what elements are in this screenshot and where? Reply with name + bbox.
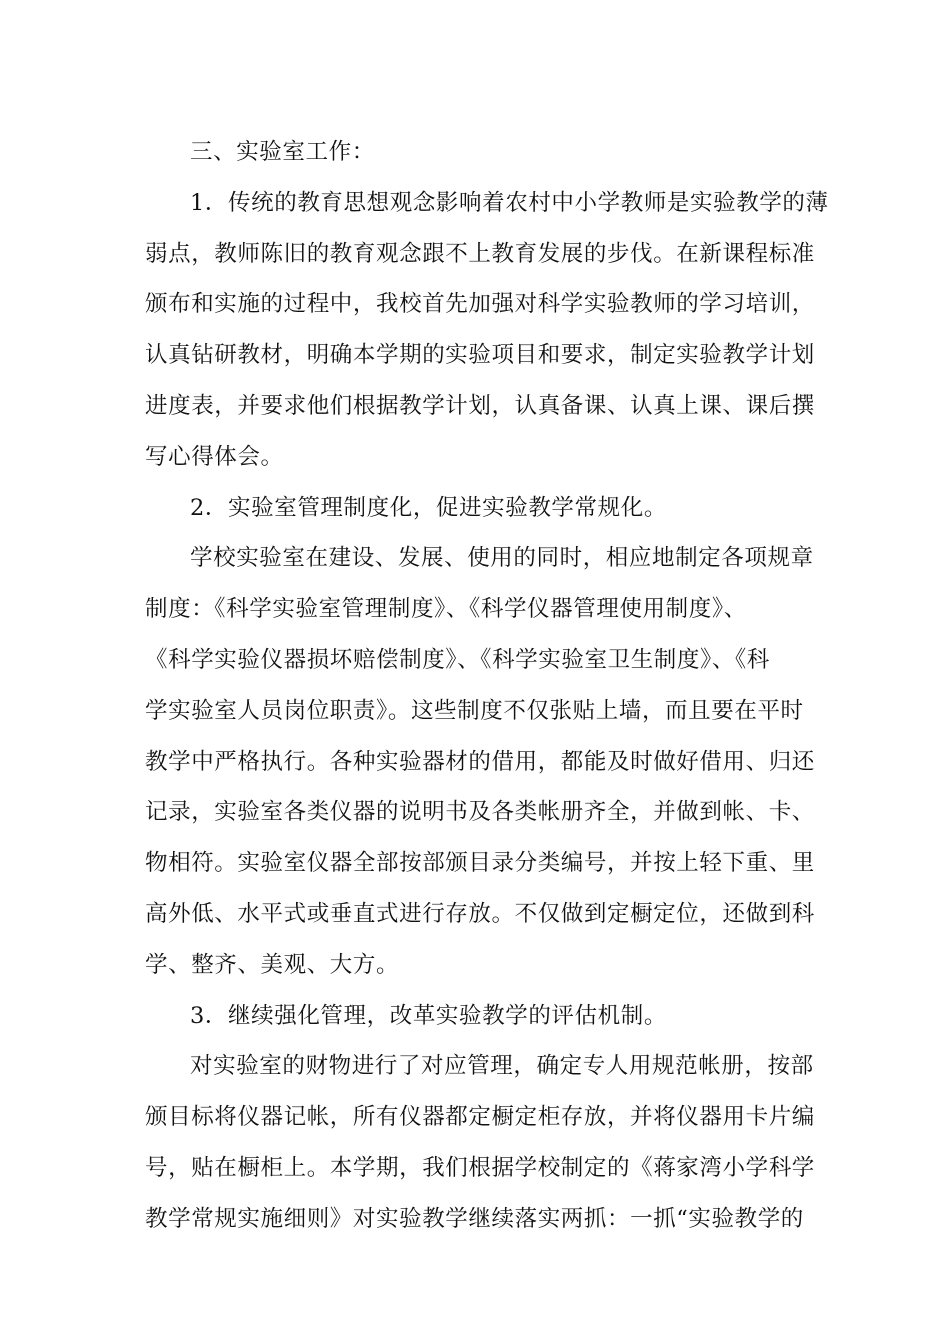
text-line: 颁目标将仪器记帐，所有仪器都定橱定柜存放，并将仪器用卡片编 bbox=[145, 1104, 815, 1131]
text-line: 三、实验室工作： bbox=[190, 139, 375, 165]
text-line: 2．实验室管理制度化，促进实验教学常规化。 bbox=[190, 494, 667, 521]
text-line: 《科学实验仪器损坏赔偿制度》、《科学实验室卫生制度》、《科 bbox=[145, 646, 770, 673]
text-line: 认真钻研教材，明确本学期的实验项目和要求，制定实验教学计划 bbox=[145, 342, 815, 369]
paragraph-item-3-body bbox=[145, 1041, 815, 1244]
text-line: 3．继续强化管理，改革实验教学的评估机制。 bbox=[190, 1002, 667, 1029]
text-line: 号，贴在橱柜上。本学期，我们根据学校制定的《蒋家湾小学科学 bbox=[145, 1154, 815, 1181]
text-line: 制度：《科学实验室管理制度》、《科学仪器管理使用制度》、 bbox=[145, 596, 747, 623]
text-line: 进度表，并要求他们根据教学计划，认真备课、认真上课、课后撰 bbox=[145, 392, 815, 419]
text-line: 教学常规实施细则》对实验教学继续落实两抓：一抓“实验教学的 bbox=[145, 1205, 804, 1232]
text-line: 学校实验室在建设、发展、使用的同时，相应地制定各项规章 bbox=[190, 545, 814, 572]
paragraph-item-3 bbox=[145, 991, 807, 1042]
text-line: 1．传统的教育思想观念影响着农村中小学教师是实验教学的薄 bbox=[190, 189, 829, 216]
document-body bbox=[145, 127, 829, 1245]
text-line: 学、整齐、美观、大方。 bbox=[145, 951, 400, 978]
paragraph-item-1 bbox=[145, 178, 829, 483]
paragraph-item-2-body bbox=[145, 533, 815, 990]
text-line: 学实验室人员岗位职责》。这些制度不仅张贴上墙，而且要在平时 bbox=[145, 697, 804, 724]
text-line: 记录，实验室各类仪器的说明书及各类帐册齐全，并做到帐、卡、 bbox=[145, 799, 815, 826]
section-heading bbox=[145, 127, 807, 178]
text-line: 颁布和实施的过程中，我校首先加强对科学实验教师的学习培训， bbox=[145, 291, 815, 318]
text-line: 对实验室的财物进行了对应管理，确定专人用规范帐册，按部 bbox=[190, 1053, 814, 1080]
text-line: 高外低、水平式或垂直式进行存放。不仅做到定橱定位，还做到科 bbox=[145, 900, 815, 927]
text-line: 弱点，教师陈旧的教育观念跟不上教育发展的步伐。在新课程标准 bbox=[145, 240, 815, 267]
paragraph-item-2 bbox=[145, 483, 807, 534]
text-line: 教学中严格执行。各种实验器材的借用，都能及时做好借用、归还 bbox=[145, 748, 815, 775]
text-line: 写心得体会。 bbox=[145, 443, 284, 470]
text-line: 物相符。实验室仪器全部按部颁目录分类编号，并按上轻下重、里 bbox=[145, 850, 815, 877]
